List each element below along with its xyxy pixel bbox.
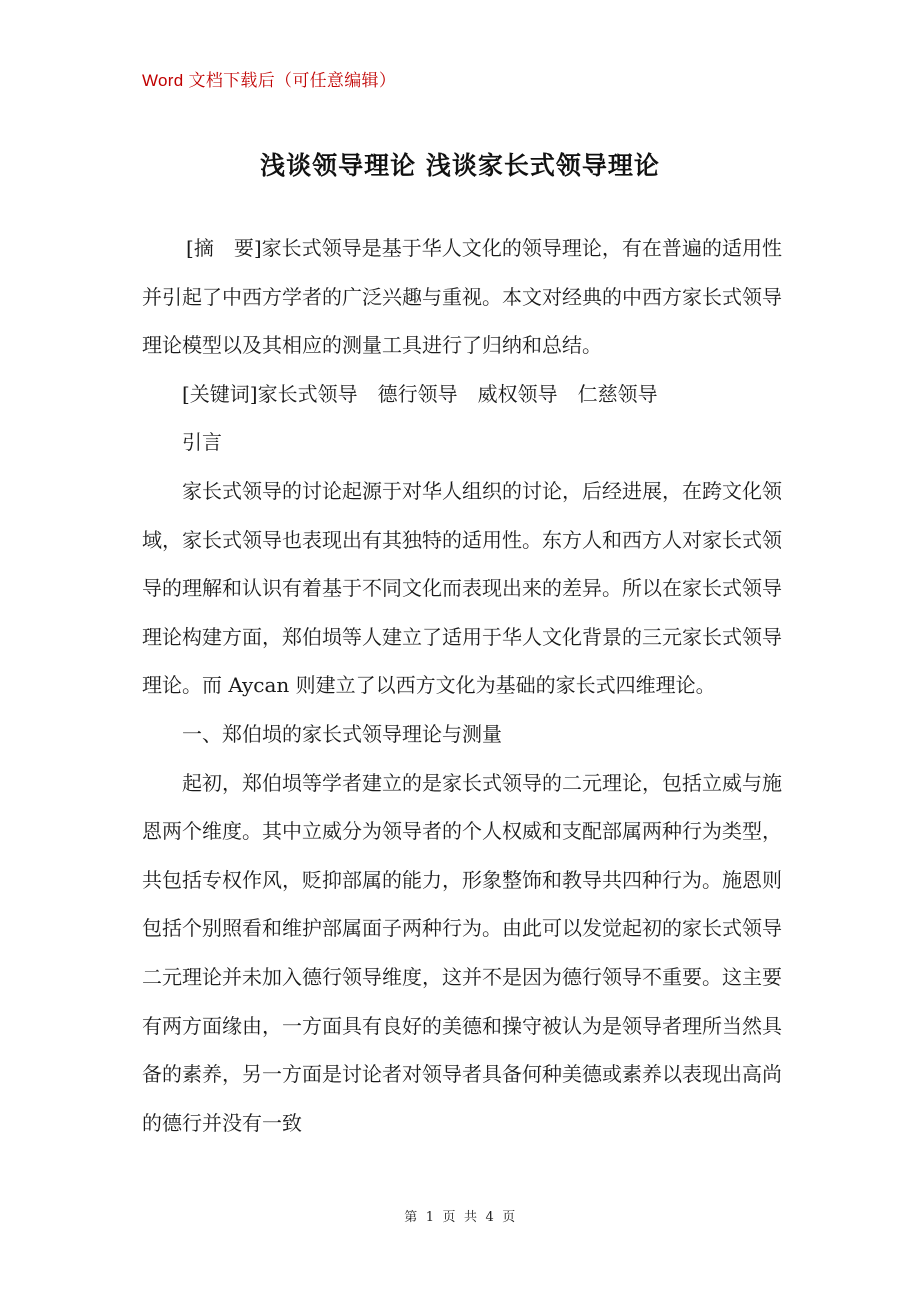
document-body: [142, 224, 782, 1147]
footer-current-page: 1: [425, 1210, 435, 1225]
download-note: Word 文档下载后（可任意编辑）: [142, 71, 397, 90]
footer-page-word: 页: [442, 1210, 456, 1225]
section-one-paragraph: 起初，郑伯埙等学者建立的是家长式领导的二元理论，包括立威与施恩两个维度。其中立威分为领导者的个人权威和支配部属两种行为类型，共包括专权作风，贬抑部属的能力，形象整饰和教导共四种行为。施恩则包括个别照看和维护部属面子两种行为。由此可以发觉起初的家长式领导二元理论并未加入德行领导维度，这并不是因为德行领导不重要。这主要有两方面缘由，一方面具有良好的美德和操守被认为是领导者理所当然具备的素养，另一方面是讨论者对领导者具备何种美德或素养以表现出高尚的德行并没有一致: [142, 770, 782, 1135]
footer-total-pages: 4: [485, 1210, 495, 1225]
introduction-paragraph: 家长式领导的讨论起源于对华人组织的讨论，后经进展，在跨文化领域，家长式领导也表现出有其独特的适用性。东方人和西方人对家长式领导的理解和认识有着基于不同文化而表现出来的差异。所以在家长式领导理论构建方面，郑伯埙等人建立了适用于华人文化背景的三元家长式领导理论。而 Aycan 则建立了以西方文化为基础的家长式四维理论。: [142, 478, 782, 698]
footer-total-word: 共: [464, 1210, 478, 1225]
footer-suffix: 页: [502, 1210, 516, 1225]
page-footer: [0, 1206, 920, 1225]
document-title: 浅谈领导理论 浅谈家长式领导理论: [260, 151, 660, 180]
footer-prefix: 第: [404, 1210, 418, 1225]
abstract-paragraph: [摘 要]家长式领导是基于华人文化的领导理论，有在普遍的适用性并引起了中西方学者的广泛兴趣与重视。本文对经典的中西方家长式领导理论模型以及其相应的测量工具进行了归纳和总结。: [142, 236, 782, 358]
introduction-heading: 引言: [182, 430, 222, 455]
keywords-paragraph: [关键词]家长式领导 德行领导 威权领导 仁慈领导: [182, 381, 658, 406]
section-one-heading: 一、郑伯埙的家长式领导理论与测量: [182, 721, 502, 746]
